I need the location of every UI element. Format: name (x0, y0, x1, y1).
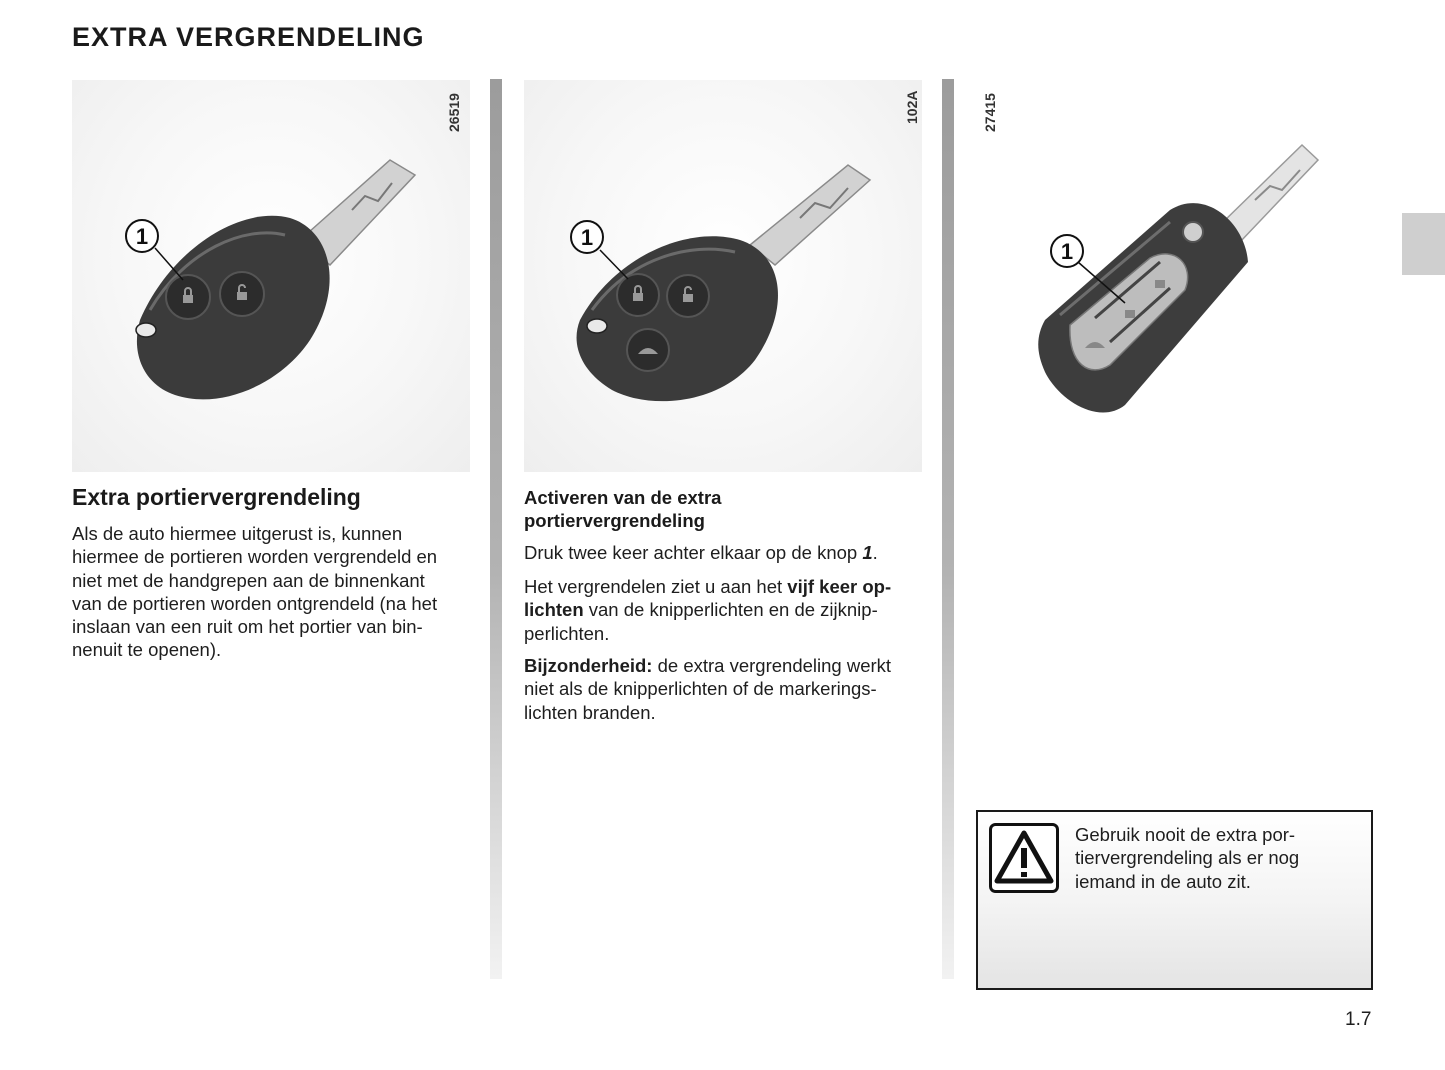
key-photo-2-button (72, 80, 470, 472)
activation-heading (524, 486, 924, 533)
warning-line: tiervergrendeling als er nog (1075, 847, 1300, 869)
note-text: de extra vergrendeling werkt (652, 655, 892, 676)
text-line: hiermee de portieren worden vergrendeld en (72, 546, 438, 568)
punctuation: . (872, 542, 878, 563)
indicator-text: Het vergrendelen ziet u aan het (524, 576, 788, 597)
page-number: 1.7 (1345, 1009, 1372, 1030)
figure-ref-code: 102A (904, 90, 920, 124)
heading-line: Activeren van de extra (524, 487, 722, 508)
text-line: niet met de handgrepen aan de binnenkant (72, 569, 425, 591)
page-title: EXTRA VERGRENDELING (72, 22, 425, 52)
indicator-emphasis: lichten (524, 599, 584, 621)
heading-line: portiervergrendeling (524, 510, 705, 532)
key-photo-3-button (524, 80, 922, 472)
key-illustration (955, 80, 1353, 472)
key-photo-flip (955, 80, 1353, 472)
indicator-emphasis: vijf keer op- (787, 576, 892, 597)
button-reference: 1 (862, 542, 873, 563)
intro-paragraph (72, 522, 469, 662)
warning-text (1075, 823, 1356, 893)
key-illustration (72, 80, 470, 472)
note-text: niet als de knipperlichten of de markerings- (524, 678, 877, 700)
section-heading: Extra portiervergrendeling (72, 484, 361, 510)
indicator-text: van de knipperlichten en de zijknip- (583, 599, 878, 621)
callout-number: 1 (1060, 239, 1074, 264)
text-line: van de portieren worden ontgrendeld (na het (72, 592, 438, 614)
indicator-text: perlichten. (524, 622, 610, 644)
text-line: Als de auto hiermee uitgerust is, kunnen (72, 523, 403, 544)
note-label: Bijzonderheid: (524, 655, 653, 676)
note-text: lichten branden. (524, 701, 656, 723)
callout-number: 1 (580, 225, 594, 250)
warning-line: iemand in de auto zit. (1075, 870, 1251, 892)
text-line: inslaan van een ruit om het portier van bin- (72, 616, 423, 638)
instruction-paragraph (524, 541, 922, 564)
note-paragraph (524, 654, 922, 724)
instruction-text: Druk twee keer achter elkaar op de knop (524, 542, 863, 563)
callout-number: 1 (135, 224, 149, 249)
warning-triangle-icon (989, 823, 1059, 893)
column-divider (490, 79, 502, 979)
figure-ref-code: 26519 (446, 93, 462, 132)
indicator-paragraph (524, 575, 922, 645)
figure-ref-code: 27415 (982, 93, 998, 132)
key-illustration (524, 80, 922, 472)
column-divider (942, 79, 954, 979)
warning-line: Gebruik nooit de extra por- (1075, 824, 1296, 845)
chapter-tab (1402, 213, 1445, 275)
text-line: nenuit te openen). (72, 639, 222, 661)
